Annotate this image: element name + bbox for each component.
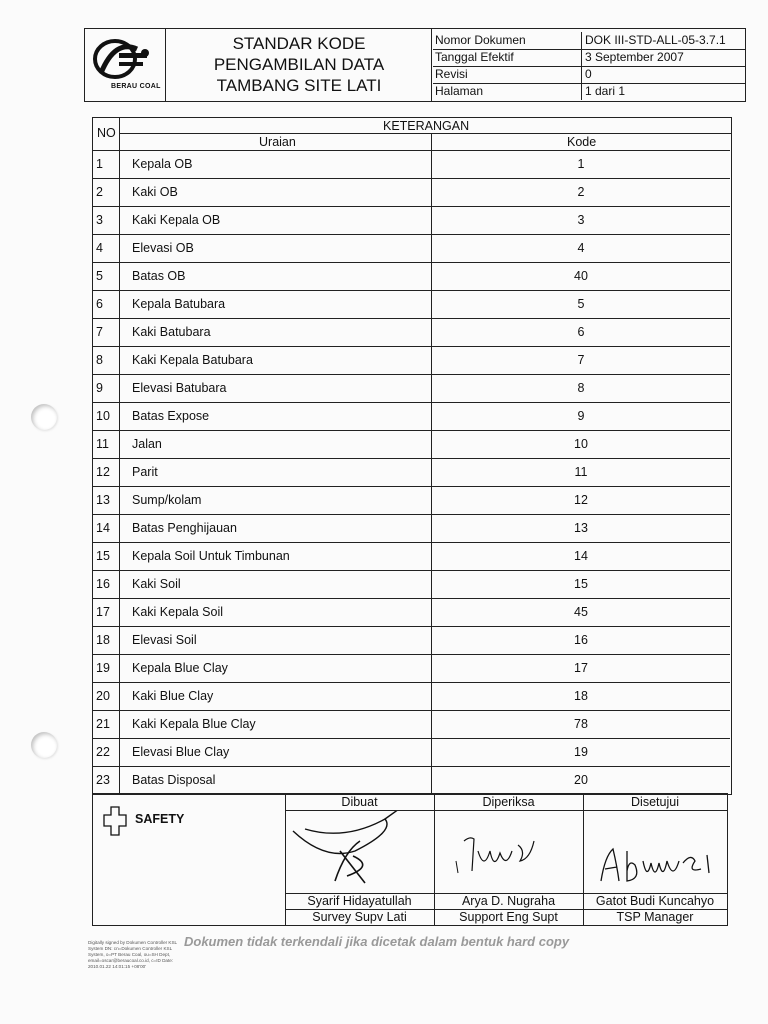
row-number: 20: [96, 689, 110, 703]
sig-title: Support Eng Supt: [459, 910, 558, 924]
row-number: 13: [96, 493, 110, 507]
row-kode: 13: [574, 521, 588, 535]
row-number: 5: [96, 269, 103, 283]
row-uraian: Batas OB: [132, 269, 186, 283]
row-kode: 2: [577, 185, 585, 199]
table-row: [93, 206, 730, 234]
table-row: [93, 654, 730, 682]
meta-label: Nomor Dokumen: [435, 32, 582, 49]
punch-hole-bottom: [31, 732, 57, 758]
row-uraian: Kaki Kepala Batubara: [132, 353, 253, 367]
row-uraian: Kaki Blue Clay: [132, 689, 214, 703]
signature-block: [92, 793, 728, 926]
table-row: [93, 682, 730, 710]
row-kode: 78: [574, 717, 588, 731]
digital-signature-stamp: Digitally signed by Dokumen Controller KSL System DN: cn=Dokumen Controller KSL System, o=PT Berau Coal, ou=SH Dept, email=oscar@beraucoal.co.id, c=ID Date: 2010.01.22 14:01:15 +08'00': [88, 940, 177, 969]
row-number: 22: [96, 745, 110, 759]
row-uraian: Elevasi OB: [132, 241, 194, 255]
row-number: 2: [96, 185, 103, 199]
row-number: 1: [96, 157, 103, 171]
row-uraian: Elevasi Batubara: [132, 381, 227, 395]
row-number: 23: [96, 773, 110, 787]
row-number: 11: [96, 437, 109, 451]
table-row: [93, 514, 730, 542]
meta-value: 0: [585, 67, 592, 81]
meta-label: Revisi: [435, 66, 582, 83]
row-uraian: Elevasi Soil: [132, 633, 197, 647]
meta-value: DOK III-STD-ALL-05-3.7.1: [585, 33, 726, 47]
table-row: [93, 430, 730, 458]
row-kode: 6: [577, 325, 585, 339]
safety-label: SAFETY: [135, 812, 185, 826]
row-number: 3: [96, 213, 103, 227]
code-table: [92, 117, 732, 795]
row-number: 18: [96, 633, 110, 647]
col-header-no: NO: [97, 126, 116, 140]
table-row: [93, 178, 730, 206]
meta-row: [433, 49, 745, 67]
row-number: 19: [96, 661, 110, 675]
table-row: [93, 402, 730, 430]
table-row: [93, 710, 730, 738]
row-number: 16: [96, 577, 110, 591]
logo-text: BERAU COAL: [111, 83, 161, 90]
sig-name: Gatot Budi Kuncahyo: [595, 894, 715, 908]
row-uraian: Kaki Kepala Blue Clay: [132, 717, 256, 731]
meta-label: Tanggal Efektif: [435, 49, 582, 66]
row-kode: 9: [577, 409, 585, 423]
row-kode: 8: [577, 381, 585, 395]
row-kode: 1: [577, 157, 585, 171]
col-header-uraian: Uraian: [259, 135, 296, 149]
title-line-2: PENGAMBILAN DATA: [213, 55, 385, 74]
meta-label: Halaman: [435, 83, 582, 100]
uncontrolled-copy-note: Dokumen tidak terkendali jika dicetak dalam bentuk hard copy: [184, 934, 570, 949]
signature-syarif: [285, 811, 434, 893]
row-uraian: Batas Disposal: [132, 773, 216, 787]
signature-arya: [434, 811, 583, 893]
col-header-kode: Kode: [567, 135, 597, 149]
document-header: [84, 28, 746, 102]
meta-row: [433, 83, 745, 100]
row-uraian: Sump/kolam: [132, 493, 202, 507]
table-row: [93, 570, 730, 598]
sig-role: Dibuat: [341, 795, 378, 809]
row-kode: 3: [577, 213, 585, 227]
sig-name: Arya D. Nugraha: [461, 894, 556, 908]
table-row: [93, 150, 730, 178]
row-uraian: Batas Penghijauan: [132, 521, 237, 535]
logo-cell: [85, 29, 166, 101]
sig-title: Survey Supv Lati: [312, 910, 407, 924]
safety-cross-icon: [103, 806, 127, 836]
row-uraian: Kaki Kepala Soil: [132, 605, 224, 619]
row-kode: 20: [574, 773, 588, 787]
row-number: 14: [96, 521, 110, 535]
row-number: 7: [96, 325, 103, 339]
row-number: 15: [96, 549, 110, 563]
row-number: 17: [96, 605, 110, 619]
title-line-3: TAMBANG SITE LATI: [216, 76, 382, 95]
document-title: [167, 29, 432, 101]
row-uraian: Batas Expose: [132, 409, 210, 423]
header-subline: [119, 133, 731, 134]
row-kode: 16: [574, 633, 588, 647]
sig-role: Diperiksa: [482, 795, 535, 809]
table-row: [93, 598, 730, 626]
row-uraian: Kepala OB: [132, 157, 193, 171]
row-kode: 19: [574, 745, 588, 759]
row-kode: 4: [577, 241, 585, 255]
title-line-1: STANDAR KODE: [232, 34, 366, 53]
row-kode: 45: [574, 605, 588, 619]
table-row: [93, 542, 730, 570]
row-number: 4: [96, 241, 103, 255]
row-uraian: Elevasi Blue Clay: [132, 745, 230, 759]
row-uraian: Kaki OB: [132, 185, 178, 199]
table-row: [93, 374, 730, 402]
document-meta: [433, 29, 745, 101]
row-uraian: Kepala Blue Clay: [132, 661, 228, 675]
row-kode: 5: [577, 297, 585, 311]
table-row: [93, 290, 730, 318]
row-kode: 18: [574, 689, 588, 703]
row-kode: 12: [574, 493, 588, 507]
row-uraian: Kepala Soil Untuk Timbunan: [132, 549, 290, 563]
row-uraian: Parit: [132, 465, 158, 479]
row-number: 12: [96, 465, 110, 479]
table-row: [93, 262, 730, 290]
row-uraian: Jalan: [132, 437, 162, 451]
table-row: [93, 766, 730, 794]
row-kode: 11: [574, 465, 588, 479]
meta-value: 3 September 2007: [585, 50, 684, 64]
row-number: 10: [96, 409, 110, 423]
row-uraian: Kaki Kepala OB: [132, 213, 221, 227]
row-kode: 17: [574, 661, 588, 675]
row-number: 9: [96, 381, 103, 395]
sig-role: Disetujui: [631, 795, 679, 809]
table-row: [93, 458, 730, 486]
table-row: [93, 486, 730, 514]
row-kode: 7: [577, 353, 585, 367]
table-row: [93, 318, 730, 346]
row-number: 6: [96, 297, 103, 311]
row-uraian: Kepala Batubara: [132, 297, 226, 311]
table-row: [93, 234, 730, 262]
meta-row: [433, 32, 745, 50]
col-header-keterangan: KETERANGAN: [383, 119, 470, 133]
row-number: 8: [96, 353, 103, 367]
sig-title: TSP Manager: [616, 910, 694, 924]
meta-value: 1 dari 1: [585, 84, 626, 98]
row-number: 21: [96, 717, 110, 731]
row-uraian: Kaki Soil: [132, 577, 181, 591]
signature-gatot: [583, 811, 727, 893]
table-row: [93, 346, 730, 374]
table-row: [93, 738, 730, 766]
table-row: [93, 626, 730, 654]
sig-name: Syarif Hidayatullah: [307, 894, 412, 908]
row-uraian: Kaki Batubara: [132, 325, 211, 339]
row-kode: 10: [574, 437, 588, 451]
row-kode: 14: [574, 549, 588, 563]
punch-hole-top: [31, 404, 57, 430]
row-kode: 40: [574, 269, 588, 283]
row-kode: 15: [574, 577, 588, 591]
meta-row: [433, 66, 745, 84]
